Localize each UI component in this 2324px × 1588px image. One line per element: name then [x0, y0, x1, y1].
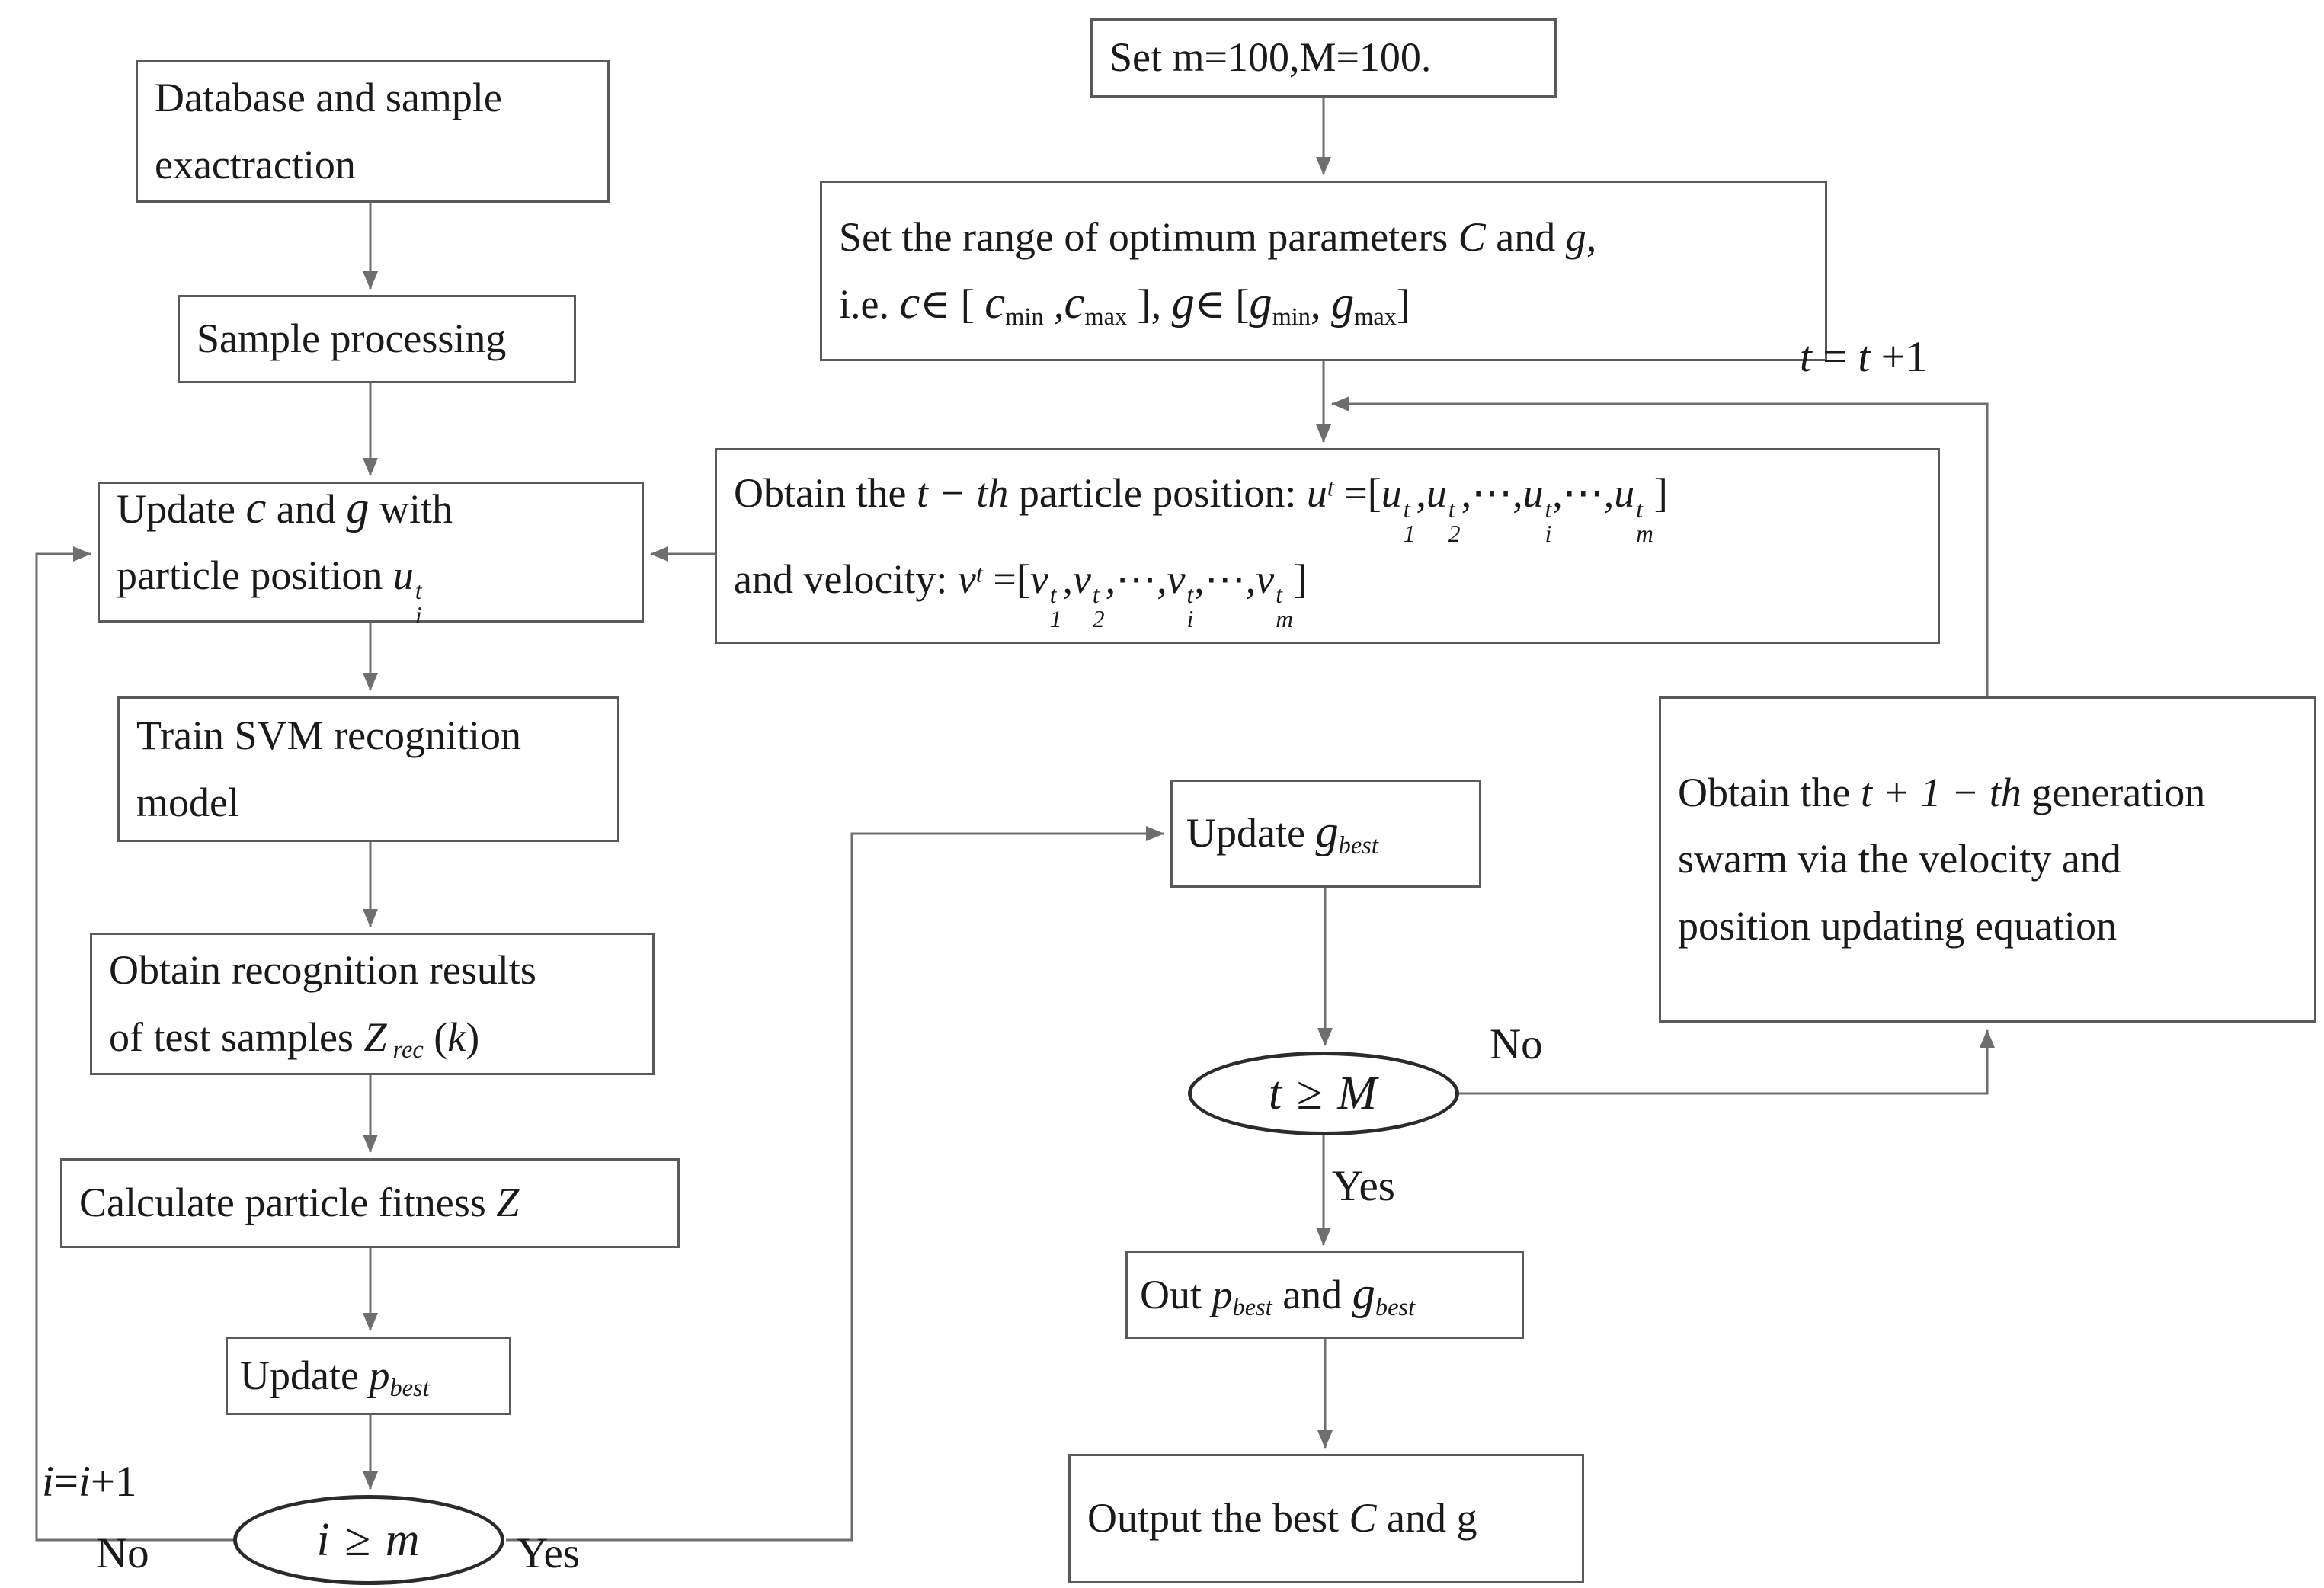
particle-position-label: Obtain the t − th particle position: $u^t =[u$ t 1 ,u t 2 ,⋯,u t i ,⋯,u t m ] and velocity: $v^t =[v$ t 1 ,v t 2 ,⋯,v t i ,⋯,v t m ] [734, 470, 1668, 632]
t-ge-m-label: t ≥ M [1269, 1067, 1378, 1119]
next-generation-label: Obtain the t + 1 − th generation swarm via the velocity and position updating equation [1678, 769, 2206, 949]
next-generation-box [1659, 696, 2316, 1023]
param-range-label: Set the range of optimum parameters C and g, i.e. c∈ [ cmin ,cmax ], g∈ [gmin, gmax] [839, 214, 1597, 331]
train-svm-label: Train SVM recognition model [136, 712, 522, 825]
sample-processing-box [178, 295, 576, 383]
particle-fitness-label: Calculate particle fitness Z [79, 1180, 520, 1226]
out-pbest-gbest-label: Out pbest and gbest [1140, 1267, 1416, 1321]
update-pbest-label: Update pbest [240, 1352, 430, 1402]
update-pbest-box [226, 1337, 511, 1415]
label-t-increment: t = t +1 [1800, 333, 1928, 381]
i-ge-m-decision [233, 1495, 504, 1585]
update-gbest-label: Update gbest [1186, 806, 1378, 860]
t-ge-m-decision [1188, 1052, 1459, 1135]
output-best-box [1068, 1454, 1584, 1583]
update-gbest-box [1170, 780, 1481, 888]
i-ge-m-label: i ≥ m [316, 1513, 421, 1566]
label-no-i: No [96, 1529, 149, 1577]
train-svm-box [117, 696, 619, 842]
out-pbest-gbest-box [1125, 1251, 1524, 1339]
particle-fitness-box [60, 1158, 680, 1248]
output-best-label: Output the best C and g [1087, 1495, 1477, 1542]
database-extraction-box [136, 60, 610, 203]
label-yes-t: Yes [1332, 1162, 1395, 1210]
recognition-results-label: Obtain recognition results of test samples Z rec (k) [109, 947, 536, 1064]
update-cg-box [98, 482, 644, 629]
update-cg-label: Update c and g with particle position u t i [117, 482, 453, 629]
set-m-label: Set m=100,M=100. [1109, 34, 1432, 81]
label-i-increment: i=i+1 [42, 1458, 137, 1506]
param-range-box [820, 181, 1827, 361]
sample-processing-label: Sample processing [197, 315, 507, 362]
label-yes-i: Yes [517, 1529, 580, 1577]
particle-position-box [715, 448, 1940, 644]
recognition-results-box [90, 933, 655, 1075]
database-extraction-label: Database and sample exactraction [155, 75, 502, 187]
set-m-box [1090, 18, 1557, 98]
label-no-t: No [1490, 1020, 1543, 1068]
